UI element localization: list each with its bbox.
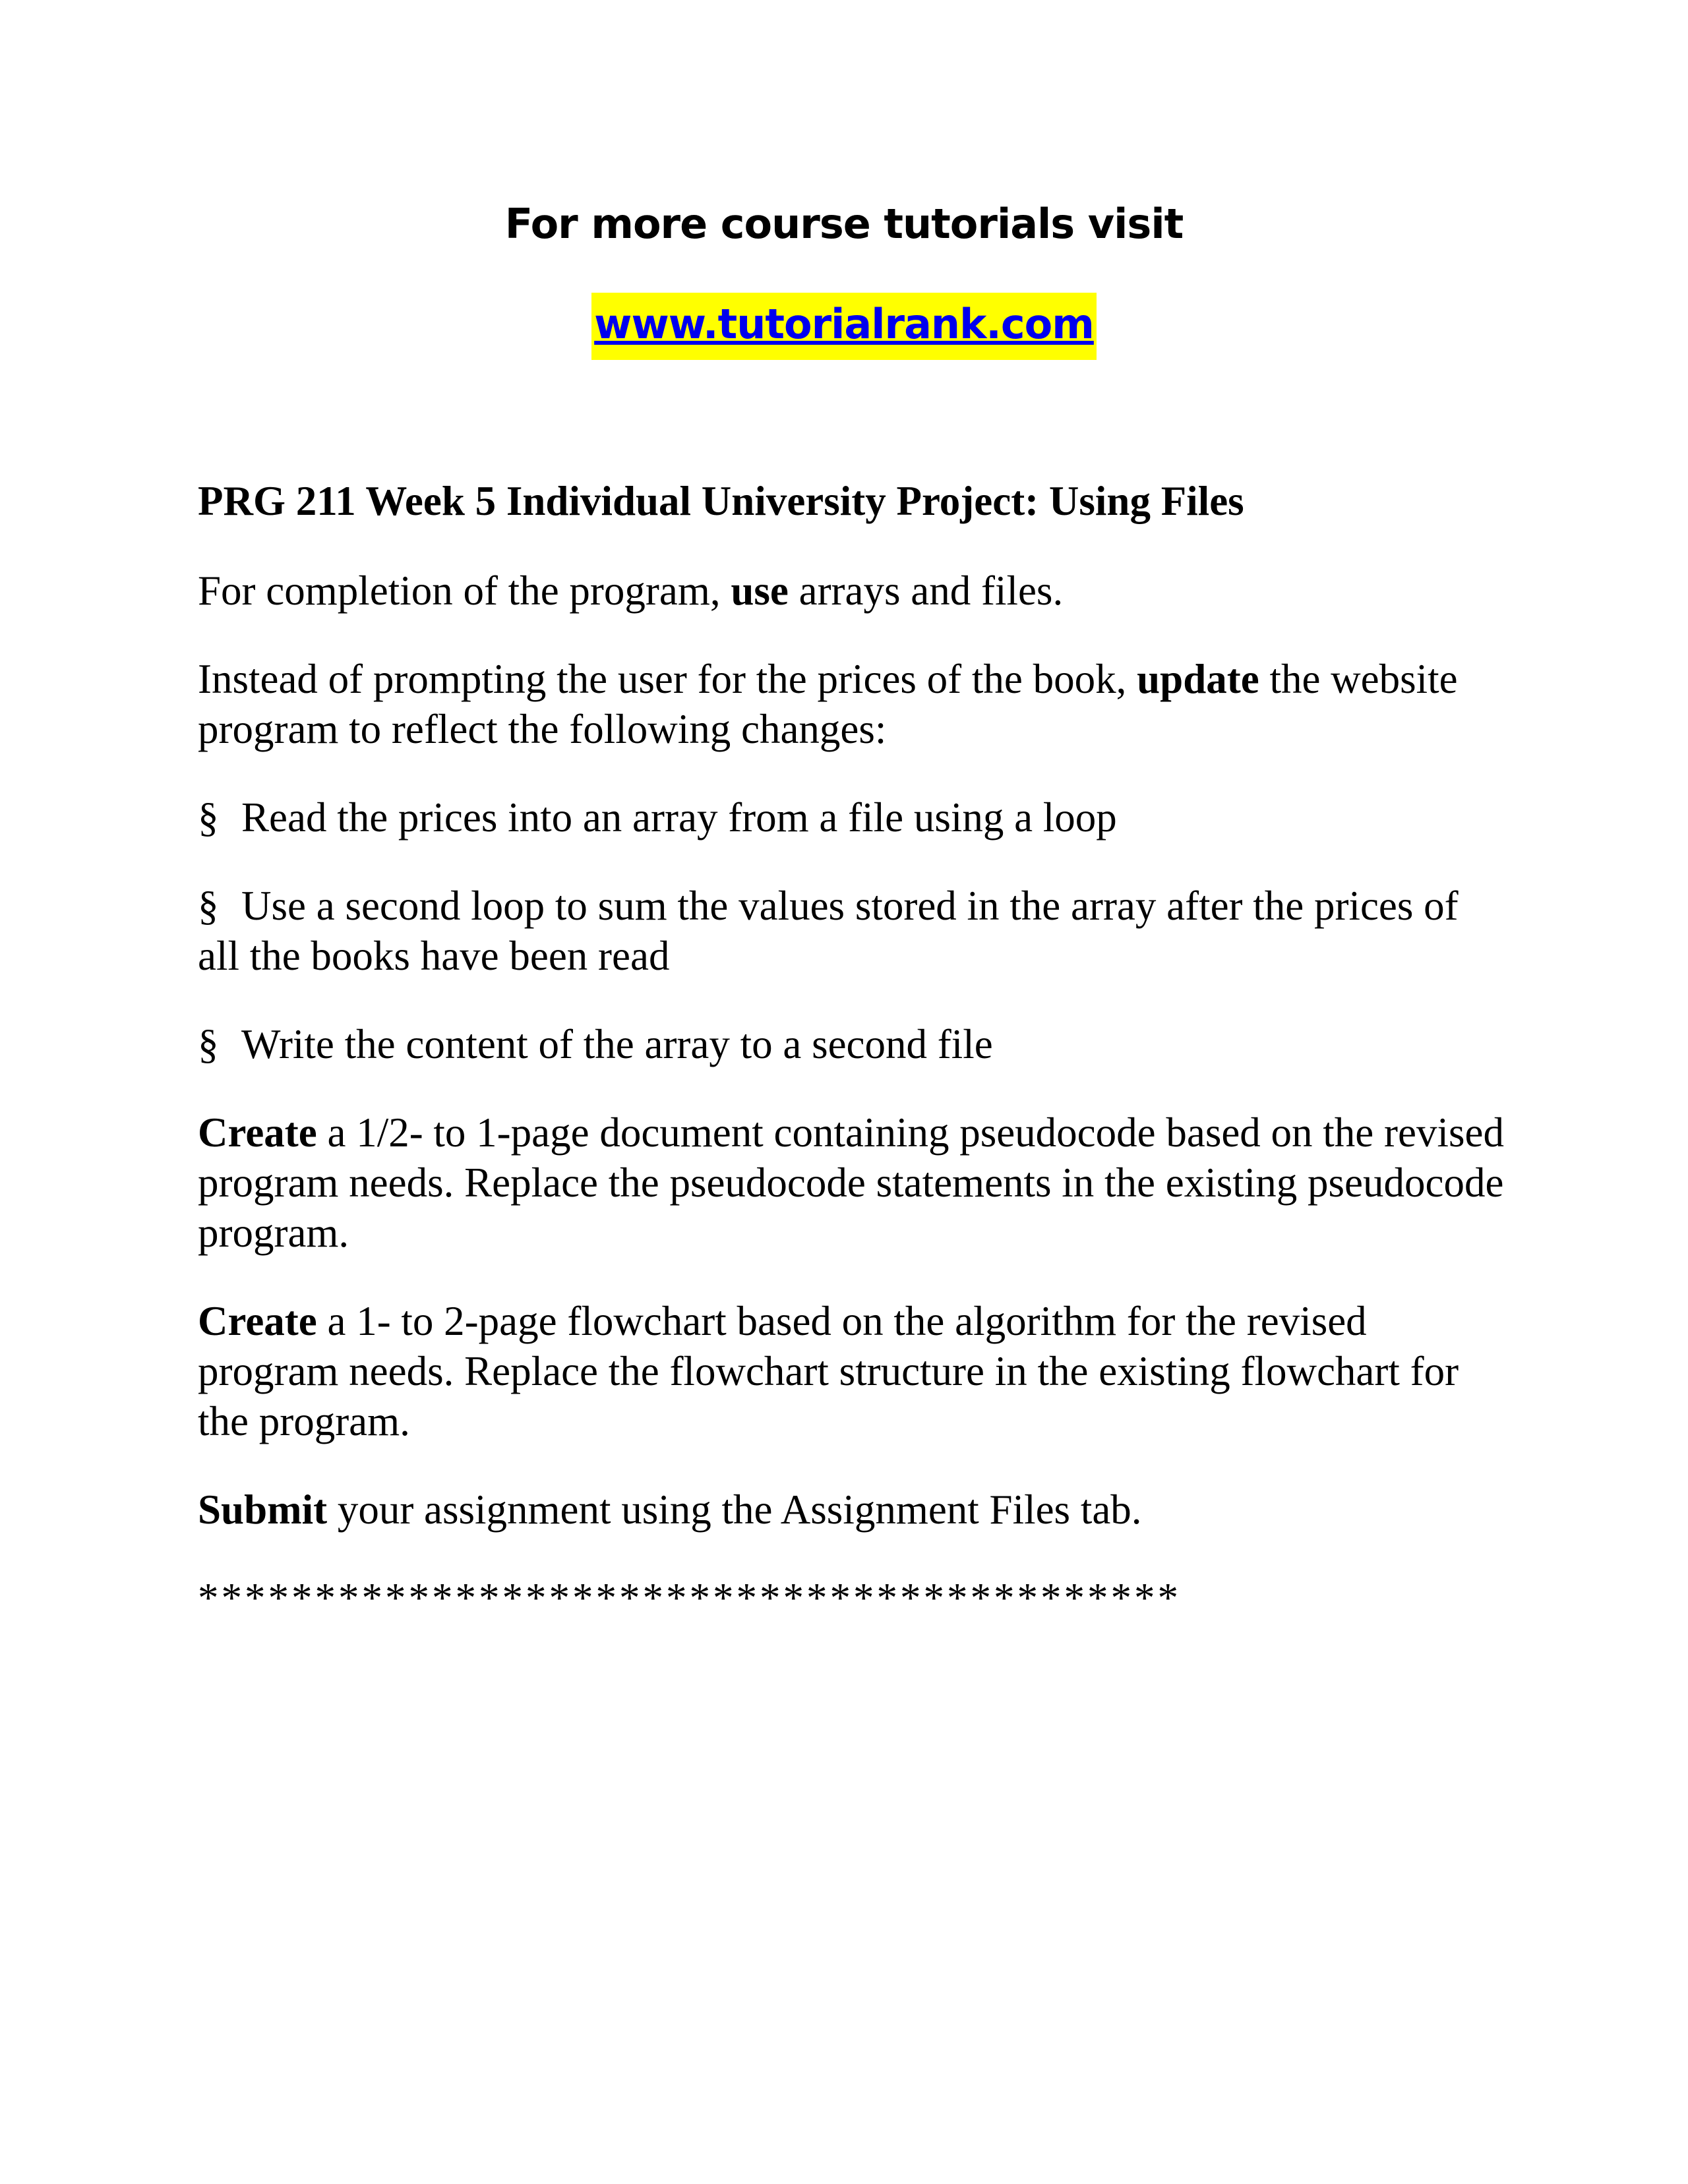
- intro-paragraph: [198, 566, 1510, 616]
- instructions-paragraph: [198, 654, 1510, 754]
- bullet-text: Write the content of the array to a second file: [241, 1021, 993, 1067]
- promo-link-wrap: [0, 293, 1688, 364]
- instructions-text-before: Instead of prompting the user for the prices of the book,: [198, 656, 1137, 702]
- bullet-text: Read the prices into an array from a file using a loop: [241, 794, 1117, 841]
- flowchart-text: a 1- to 2-page flowchart based on the algorithm for the revised program needs. Replace the flowchart structure in the existing flowchart for the program.: [198, 1298, 1459, 1444]
- document-body: [198, 476, 1510, 1661]
- document-title: PRG 211 Week 5 Individual University Project: Using Files: [198, 478, 1244, 524]
- section-sign-icon: §: [198, 883, 219, 929]
- flowchart-bold: Create: [198, 1298, 317, 1344]
- intro-text-before: For completion of the program,: [198, 568, 731, 614]
- bullet-item: [198, 1019, 1510, 1069]
- pseudocode-bold: Create: [198, 1109, 317, 1156]
- bullet-item: [198, 881, 1510, 981]
- instructions-text-after: the website program to reflect the following changes:: [198, 656, 1458, 752]
- pseudocode-text: a 1/2- to 1-page document containing pseudocode based on the revised program needs. Replace the pseudocode statements in the existing pseudocode program.: [198, 1109, 1504, 1256]
- submit-text: your assignment using the Assignment Files tab.: [327, 1487, 1142, 1533]
- instructions-bold: update: [1137, 656, 1259, 702]
- section-sign-icon: §: [198, 1021, 219, 1067]
- bullet-text: Use a second loop to sum the values stored in the array after the prices of all the books have been read: [198, 883, 1459, 979]
- submit-bold: Submit: [198, 1487, 328, 1533]
- asterisk-separator: ******************************************: [198, 1575, 1181, 1621]
- pseudocode-paragraph: [198, 1107, 1510, 1258]
- intro-bold: use: [731, 568, 789, 614]
- bullet-item: [198, 792, 1510, 842]
- promo-header: [0, 198, 1688, 364]
- intro-text-after: arrays and files.: [788, 568, 1064, 614]
- submit-paragraph: [198, 1485, 1510, 1535]
- promo-title: For more course tutorials visit: [504, 200, 1184, 248]
- section-sign-icon: §: [198, 794, 219, 841]
- flowchart-paragraph: [198, 1296, 1510, 1446]
- tutorialrank-link[interactable]: www.tutorialrank.com: [591, 293, 1097, 360]
